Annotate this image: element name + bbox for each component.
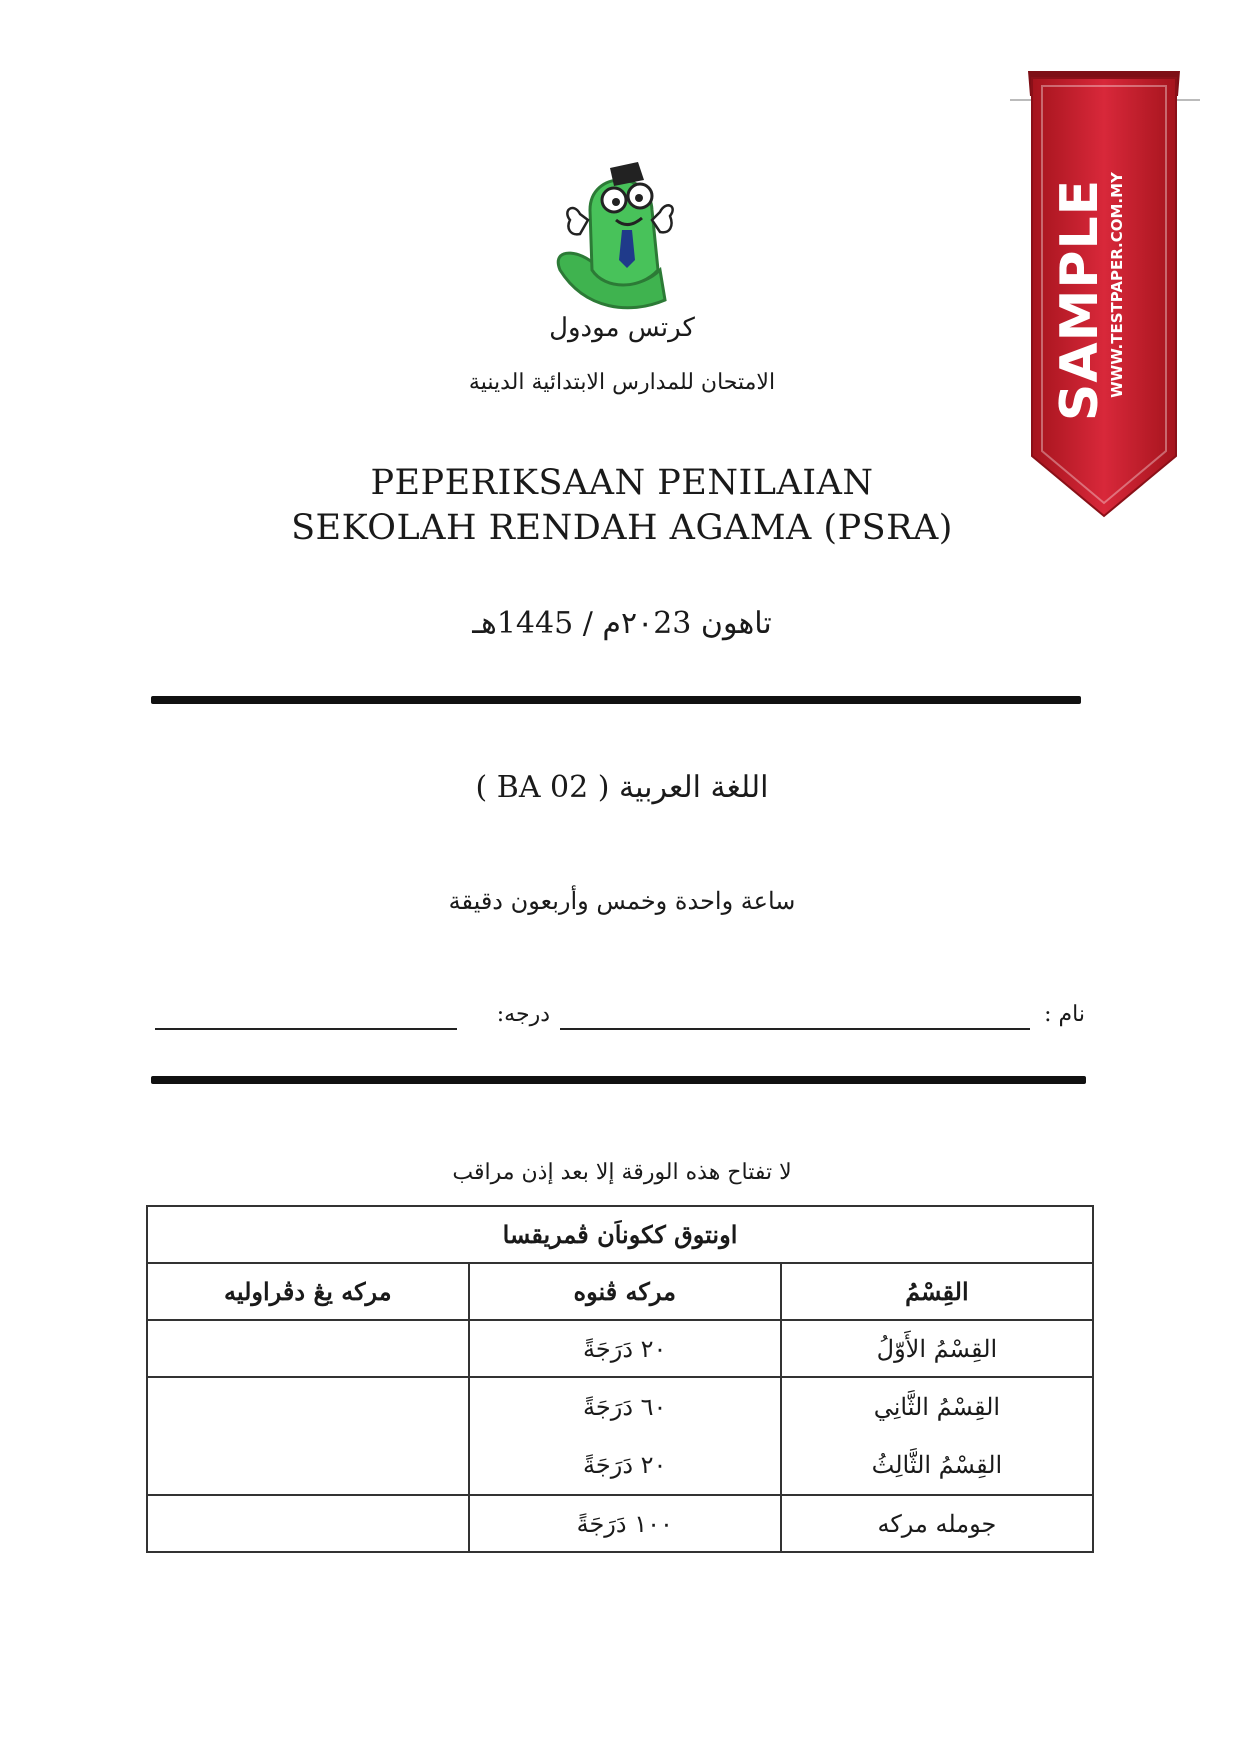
class-field[interactable]	[155, 1028, 457, 1030]
table-title: اونتوق ككوناَن ڤمريقسا	[147, 1206, 1093, 1263]
marks-table	[146, 1205, 1094, 1553]
obtained-marks-cell[interactable]	[147, 1495, 469, 1552]
mascot-logo	[540, 150, 700, 310]
exam-duration: ساعة واحدة وخمس وأربعون دقيقة	[448, 887, 796, 915]
table-row	[147, 1495, 1093, 1552]
brand-name: كرتس مودول	[549, 313, 695, 343]
section-cell: القِسْمُ الثَّالِثُ	[871, 1451, 1003, 1479]
section-cell: القِسْمُ الأَوّلُ	[781, 1320, 1093, 1377]
divider-top	[151, 696, 1081, 704]
full-marks-cell: ٦٠ دَرَجَةً	[583, 1393, 667, 1421]
name-label: نام :	[1044, 1002, 1085, 1027]
table-header-row	[147, 1263, 1093, 1320]
exam-year: تاهون ٢٠23م / 1445هـ	[472, 606, 772, 641]
header-full-marks: مركه ڤنوه	[469, 1263, 781, 1320]
table-row	[147, 1320, 1093, 1377]
full-marks-cell-group	[469, 1377, 781, 1495]
section-cell: جومله مركه	[781, 1495, 1093, 1552]
obtained-marks-cell[interactable]	[147, 1320, 469, 1377]
ribbon-url-label: WWW.TESTPAPER.COM.MY	[1108, 172, 1127, 398]
section-cell: القِسْمُ الثَّانِي	[873, 1393, 1001, 1421]
class-label: درجه:	[496, 1002, 550, 1027]
obtained-marks-cell[interactable]	[147, 1377, 469, 1495]
institution-name: الامتحان للمدارس الابتدائية الدينية	[468, 370, 776, 395]
divider-bottom	[151, 1076, 1086, 1084]
table-row	[147, 1377, 1093, 1495]
full-marks-cell: ١٠٠ دَرَجَةً	[469, 1495, 781, 1552]
table-title-row	[147, 1206, 1093, 1263]
full-marks-cell: ٢٠ دَرَجَةً	[469, 1320, 781, 1377]
header-section: القِسْمُ	[781, 1263, 1093, 1320]
exam-notice: لا تفتاح هذه الورقة إلا بعد إذن مراقب	[452, 1160, 792, 1185]
subject-title: اللغة العربية ( BA 02 )	[475, 770, 769, 805]
section-cell-group	[781, 1377, 1093, 1495]
ribbon-sample-label: SAMPLE	[1050, 178, 1110, 422]
exam-title-line1: PEPERIKSAAN PENILAIAN	[370, 463, 874, 503]
exam-title-line2: SEKOLAH RENDAH AGAMA (PSRA)	[291, 508, 953, 548]
full-marks-cell: ٢٠ دَرَجَةً	[583, 1451, 667, 1479]
header-obtained-marks: مركه يڠ دڤراوليه	[147, 1263, 469, 1320]
student-info-row	[155, 1002, 1085, 1042]
name-field[interactable]	[560, 1028, 1030, 1030]
